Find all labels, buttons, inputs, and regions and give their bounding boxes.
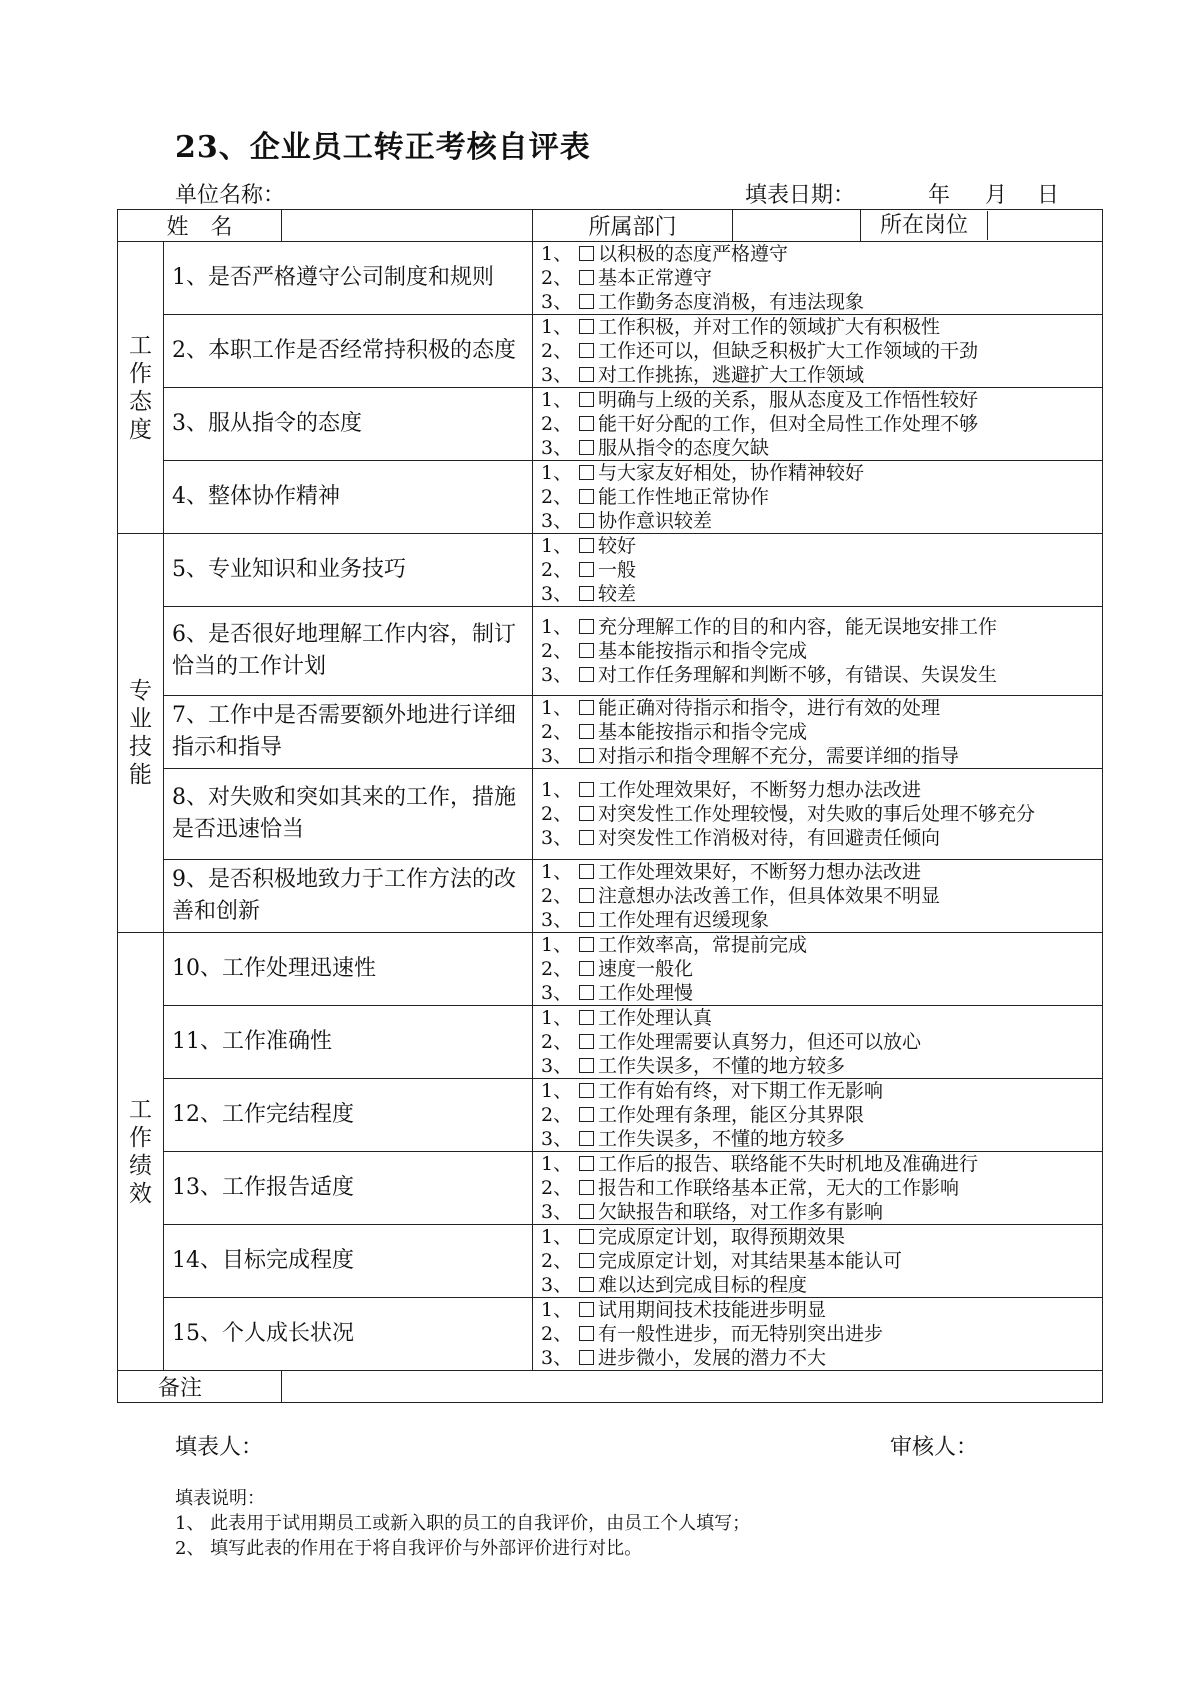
options-cell [533, 1225, 1103, 1298]
option-item [541, 363, 1094, 387]
category-char: 作 [129, 360, 152, 387]
option-text: 能正确对待指示和指令，进行有效的处理 [598, 697, 941, 719]
option-item [541, 1273, 1094, 1297]
checkbox[interactable] [579, 440, 594, 455]
option-item [541, 1030, 1094, 1054]
evaluation-item: 8、对失败和突如其来的工作，措施是否迅速恰当 [164, 769, 533, 860]
options-cell [533, 461, 1103, 534]
option-text: 工作处理效果好，不断努力想办法改进 [598, 779, 922, 801]
option-text: 对指示和指令理解不充分，需要详细的指导 [598, 745, 960, 767]
checkbox[interactable] [579, 1277, 594, 1292]
option-item [541, 1249, 1094, 1273]
checkbox[interactable] [579, 538, 594, 553]
checkbox[interactable] [579, 562, 594, 577]
option-text: 能工作性地正常协作 [598, 486, 770, 508]
option-number: 3、 [541, 664, 573, 686]
category-char: 工 [129, 1096, 152, 1123]
checkbox[interactable] [579, 465, 594, 480]
option-number: 3、 [541, 1274, 573, 1296]
category-label [118, 933, 164, 1371]
option-item [541, 744, 1094, 768]
option-text: 工作处理有条理，能区分其界限 [598, 1104, 865, 1126]
department-label: 所属部门 [533, 210, 733, 242]
option-text: 难以达到完成目标的程度 [598, 1274, 808, 1296]
option-text: 工作效率高，常提前完成 [598, 934, 808, 956]
checkbox[interactable] [579, 1058, 594, 1073]
option-number: 1、 [541, 462, 573, 484]
option-number: 1、 [541, 535, 573, 557]
checkbox[interactable] [579, 343, 594, 358]
option-item [541, 290, 1094, 314]
checkbox[interactable] [579, 619, 594, 634]
checkbox[interactable] [579, 1302, 594, 1317]
category-char: 态 [129, 388, 152, 415]
evaluation-item: 2、本职工作是否经常持积极的态度 [164, 315, 533, 388]
option-item [541, 388, 1094, 412]
checkbox[interactable] [579, 748, 594, 763]
option-text: 对工作挑拣，逃避扩大工作领域 [598, 364, 865, 386]
evaluation-row [118, 388, 1103, 461]
option-item [541, 242, 1094, 266]
options-cell [533, 388, 1103, 461]
filler-label: 填表人： [175, 1435, 264, 1460]
option-text: 注意想办法改善工作，但具体效果不明显 [598, 885, 941, 907]
checkbox[interactable] [579, 1229, 594, 1244]
option-item [541, 266, 1094, 290]
option-item [541, 339, 1094, 363]
option-text: 欠缺报告和联络，对工作多有影响 [598, 1201, 884, 1223]
option-number: 3、 [541, 1347, 573, 1369]
option-item [541, 1176, 1094, 1200]
checkbox[interactable] [579, 985, 594, 1000]
evaluation-item: 14、目标完成程度 [164, 1225, 533, 1298]
option-item [541, 826, 1094, 850]
option-item [541, 639, 1094, 663]
option-number: 1、 [541, 1153, 573, 1175]
option-item [541, 558, 1094, 582]
name-field[interactable] [282, 210, 533, 242]
evaluation-row [118, 315, 1103, 388]
option-number: 1、 [541, 389, 573, 411]
option-item [541, 615, 1094, 639]
option-text: 工作处理需要认真努力，但还可以放心 [598, 1031, 922, 1053]
option-text: 工作失误多，不懂的地方较多 [598, 1128, 846, 1150]
option-text: 完成原定计划，取得预期效果 [598, 1226, 846, 1248]
option-number: 1、 [541, 934, 573, 956]
evaluation-row [118, 534, 1103, 607]
evaluation-row [118, 1225, 1103, 1298]
evaluation-item: 9、是否积极地致力于工作方法的改善和创新 [164, 860, 533, 933]
page-title: 23、企业员工转正考核自评表 [175, 130, 591, 165]
header-row [118, 210, 1103, 242]
fill-date-label: 填表日期： [745, 183, 856, 208]
option-number: 3、 [541, 909, 573, 931]
checkbox[interactable] [579, 1253, 594, 1268]
checkbox[interactable] [579, 830, 594, 845]
category-label [118, 534, 164, 933]
evaluation-item: 3、服从指令的态度 [164, 388, 533, 461]
option-text: 工作失误多，不懂的地方较多 [598, 1055, 846, 1077]
option-text: 较好 [598, 535, 637, 557]
instructions-heading: 填表说明： [175, 1488, 265, 1509]
evaluation-item: 12、工作完结程度 [164, 1079, 533, 1152]
checkbox[interactable] [579, 1010, 594, 1025]
checkbox[interactable] [579, 888, 594, 903]
option-text: 对工作任务理解和判断不够，有错误、失误发生 [598, 664, 998, 686]
option-text: 与大家友好相处，协作精神较好 [598, 462, 865, 484]
option-number: 3、 [541, 364, 573, 386]
checkbox[interactable] [579, 1083, 594, 1098]
option-item [541, 315, 1094, 339]
checkbox[interactable] [579, 416, 594, 431]
option-number: 2、 [541, 559, 573, 581]
category-char: 绩 [129, 1152, 152, 1179]
reviewer-label: 审核人： [890, 1435, 979, 1460]
option-number: 1、 [541, 1080, 573, 1102]
evaluation-row [118, 607, 1103, 696]
option-item [541, 1054, 1094, 1078]
option-number: 1、 [541, 779, 573, 801]
category-char: 专 [129, 678, 152, 704]
option-text: 工作勤务态度消极，有违法现象 [598, 291, 865, 313]
checkbox[interactable] [579, 864, 594, 879]
checkbox[interactable] [579, 724, 594, 739]
option-item [541, 1225, 1094, 1249]
option-number: 2、 [541, 1177, 573, 1199]
options-cell [533, 1152, 1103, 1225]
options-cell [533, 607, 1103, 696]
remark-field[interactable] [282, 1371, 1103, 1403]
checkbox[interactable] [579, 367, 594, 382]
options-cell [533, 1079, 1103, 1152]
checkbox[interactable] [579, 961, 594, 976]
options-cell [533, 860, 1103, 933]
option-number: 3、 [541, 291, 573, 313]
date-year-label: 年 [928, 183, 951, 208]
options-cell [533, 242, 1103, 315]
option-item [541, 1200, 1094, 1224]
option-item [541, 860, 1094, 884]
option-text: 明确与上级的关系，服从态度及工作悟性较好 [598, 389, 979, 411]
instructions [175, 1486, 750, 1561]
option-number: 1、 [541, 316, 573, 338]
evaluation-item: 7、工作中是否需要额外地进行详细指示和指导 [164, 696, 533, 769]
checkbox[interactable] [579, 586, 594, 601]
option-text: 工作处理慢 [598, 982, 694, 1004]
instruction-line: 1、 此表用于试用期员工或新入职的员工的自我评价，由员工个人填写； [175, 1513, 751, 1534]
checkbox[interactable] [579, 489, 594, 504]
option-number: 3、 [541, 982, 573, 1004]
option-item [541, 1322, 1094, 1346]
option-number: 3、 [541, 827, 573, 849]
option-text: 速度一般化 [598, 958, 694, 980]
evaluation-item: 1、是否严格遵守公司制度和规则 [164, 242, 533, 315]
options-cell [533, 1298, 1103, 1371]
option-number: 2、 [541, 1031, 573, 1053]
remark-row [118, 1371, 1103, 1403]
option-number: 2、 [541, 413, 573, 435]
category-char: 工 [129, 332, 152, 359]
date-day-label: 日 [1037, 183, 1060, 208]
option-item [541, 461, 1094, 485]
option-text: 工作处理效果好，不断努力想办法改进 [598, 861, 922, 883]
option-item [541, 1152, 1094, 1176]
checkbox[interactable] [579, 1326, 594, 1341]
checkbox[interactable] [579, 937, 594, 952]
option-item [541, 1006, 1094, 1030]
options-cell [533, 1006, 1103, 1079]
option-item [541, 412, 1094, 436]
evaluation-item: 4、整体协作精神 [164, 461, 533, 534]
category-char: 效 [129, 1180, 152, 1207]
option-item [541, 720, 1094, 744]
option-number: 2、 [541, 1323, 573, 1345]
option-number: 3、 [541, 745, 573, 767]
option-text: 工作还可以，但缺乏积极扩大工作领域的干劲 [598, 340, 979, 362]
evaluation-row [118, 933, 1103, 1006]
option-item [541, 485, 1094, 509]
option-text: 以积极的态度严格遵守 [598, 243, 789, 265]
option-number: 1、 [541, 697, 573, 719]
option-text: 工作处理认真 [598, 1007, 713, 1029]
option-text: 工作后的报告、联络能不失时机地及准确进行 [598, 1153, 979, 1175]
category-char: 业 [129, 706, 152, 732]
option-number: 2、 [541, 1104, 573, 1126]
option-number: 1、 [541, 1226, 573, 1248]
checkbox[interactable] [579, 319, 594, 334]
date-month-label: 月 [985, 183, 1008, 208]
option-item [541, 778, 1094, 802]
evaluation-table [117, 209, 1103, 1403]
checkbox[interactable] [579, 270, 594, 285]
evaluation-item: 5、专业知识和业务技巧 [164, 534, 533, 607]
option-number: 1、 [541, 1299, 573, 1321]
option-text: 完成原定计划，对其结果基本能认可 [598, 1250, 903, 1272]
options-cell [533, 769, 1103, 860]
checkbox[interactable] [579, 294, 594, 309]
option-text: 试用期间技术技能进步明显 [598, 1299, 827, 1321]
option-number: 2、 [541, 958, 573, 980]
option-number: 3、 [541, 1201, 573, 1223]
option-item [541, 981, 1094, 1005]
option-item [541, 908, 1094, 932]
option-item [541, 509, 1094, 533]
option-number: 3、 [541, 437, 573, 459]
option-number: 2、 [541, 1250, 573, 1272]
checkbox[interactable] [579, 1107, 594, 1122]
option-text: 一般 [598, 559, 637, 581]
option-item [541, 1127, 1094, 1151]
checkbox[interactable] [579, 1204, 594, 1219]
option-text: 进步微小，发展的潜力不大 [598, 1347, 827, 1369]
checkbox[interactable] [579, 513, 594, 528]
options-cell [533, 933, 1103, 1006]
option-number: 2、 [541, 721, 573, 743]
option-number: 3、 [541, 510, 573, 532]
option-item [541, 534, 1094, 558]
evaluation-row [118, 696, 1103, 769]
option-item [541, 663, 1094, 687]
option-text: 充分理解工作的目的和内容，能无误地安排工作 [598, 616, 998, 638]
checkbox[interactable] [579, 1156, 594, 1171]
option-item [541, 884, 1094, 908]
option-item [541, 1298, 1094, 1322]
evaluation-row [118, 1079, 1103, 1152]
option-item [541, 1103, 1094, 1127]
options-cell [533, 315, 1103, 388]
unit-name-label: 单位名称： [175, 183, 286, 208]
instruction-line: 2、 填写此表的作用在于将自我评价与外部评价进行对比。 [175, 1538, 643, 1559]
options-cell [533, 534, 1103, 607]
evaluation-row [118, 860, 1103, 933]
option-text: 较差 [598, 583, 637, 605]
position-field[interactable] [988, 211, 1102, 240]
evaluation-row [118, 242, 1103, 315]
option-item [541, 957, 1094, 981]
checkbox[interactable] [579, 392, 594, 407]
checkbox[interactable] [579, 643, 594, 658]
evaluation-item: 11、工作准确性 [164, 1006, 533, 1079]
name-label: 姓 名 [118, 210, 282, 242]
option-item [541, 1346, 1094, 1370]
option-text: 能干好分配的工作，但对全局性工作处理不够 [598, 413, 979, 435]
option-text: 对突发性工作处理较慢，对失败的事后处理不够充分 [598, 803, 1036, 825]
evaluation-row [118, 1006, 1103, 1079]
department-field[interactable] [733, 210, 861, 242]
category-char: 作 [129, 1124, 152, 1151]
option-text: 工作处理有迟缓现象 [598, 909, 770, 931]
option-text: 工作积极，并对工作的领域扩大有积极性 [598, 316, 941, 338]
evaluation-item: 10、工作处理迅速性 [164, 933, 533, 1006]
option-text: 报告和工作联络基本正常，无大的工作影响 [598, 1177, 960, 1199]
checkbox[interactable] [579, 806, 594, 821]
checkbox[interactable] [579, 1180, 594, 1195]
option-number: 3、 [541, 1128, 573, 1150]
option-number: 2、 [541, 803, 573, 825]
option-number: 2、 [541, 486, 573, 508]
option-number: 3、 [541, 1055, 573, 1077]
checkbox[interactable] [579, 912, 594, 927]
category-char: 度 [129, 416, 152, 443]
category-label [118, 242, 164, 534]
option-text: 协作意识较差 [598, 510, 713, 532]
option-number: 3、 [541, 583, 573, 605]
checkbox[interactable] [579, 1034, 594, 1049]
option-number: 1、 [541, 616, 573, 638]
checkbox[interactable] [579, 1350, 594, 1365]
option-text: 对突发性工作消极对待，有回避责任倾向 [598, 827, 941, 849]
option-number: 1、 [541, 243, 573, 265]
option-number: 1、 [541, 861, 573, 883]
checkbox[interactable] [579, 700, 594, 715]
option-text: 基本能按指示和指令完成 [598, 721, 808, 743]
option-text: 基本正常遵守 [598, 267, 713, 289]
evaluation-row [118, 769, 1103, 860]
evaluation-row [118, 1152, 1103, 1225]
option-number: 2、 [541, 340, 573, 362]
option-item [541, 436, 1094, 460]
option-item [541, 582, 1094, 606]
checkbox[interactable] [579, 1131, 594, 1146]
evaluation-row [118, 461, 1103, 534]
option-number: 2、 [541, 640, 573, 662]
remark-label: 备注 [118, 1371, 282, 1403]
option-item [541, 802, 1094, 826]
category-char: 技 [129, 734, 152, 760]
option-item [541, 1079, 1094, 1103]
option-text: 基本能按指示和指令完成 [598, 640, 808, 662]
option-number: 1、 [541, 1007, 573, 1029]
option-number: 2、 [541, 267, 573, 289]
option-number: 2、 [541, 885, 573, 907]
evaluation-item: 13、工作报告适度 [164, 1152, 533, 1225]
evaluation-row [118, 1298, 1103, 1371]
position-label: 所在岗位 [861, 211, 988, 240]
option-text: 服从指令的态度欠缺 [598, 437, 770, 459]
option-item [541, 696, 1094, 720]
option-text: 工作有始有终，对下期工作无影响 [598, 1080, 884, 1102]
category-char: 能 [129, 762, 152, 788]
checkbox[interactable] [579, 782, 594, 797]
checkbox[interactable] [579, 667, 594, 682]
options-cell [533, 696, 1103, 769]
evaluation-item: 15、个人成长状况 [164, 1298, 533, 1371]
option-item [541, 933, 1094, 957]
option-text: 有一般性进步，而无特别突出进步 [598, 1323, 884, 1345]
checkbox[interactable] [579, 246, 594, 261]
evaluation-item: 6、是否很好地理解工作内容，制订恰当的工作计划 [164, 607, 533, 696]
